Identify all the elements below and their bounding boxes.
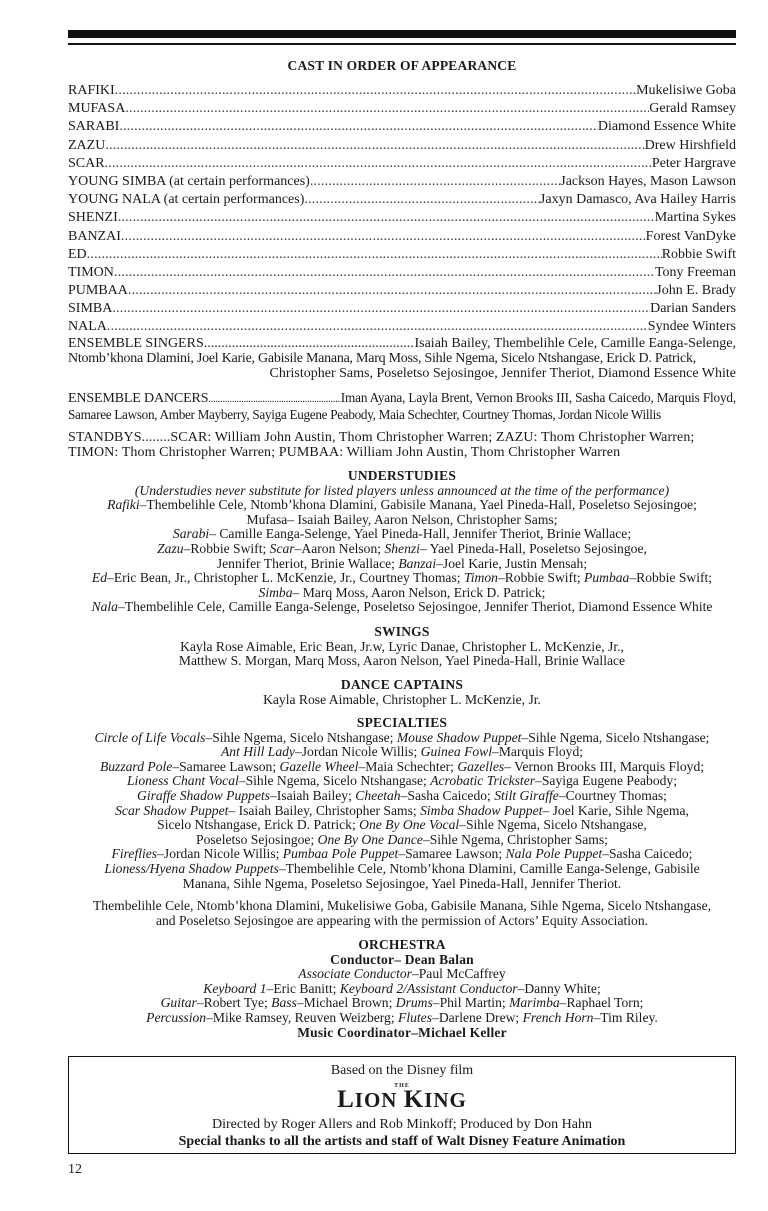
dot-leader — [304, 191, 540, 209]
cast-row — [68, 246, 736, 264]
specialty-line: Fireflies–Jordan Nicole Willis; Pumbaa Pole Puppet–Samaree Lawson; Nala Pole Puppet–Sasha Caicedo; — [111, 846, 693, 862]
ensemble-singers-names-1: Isaiah Bailey, Thembelihle Cele, Camille Eanga-Selenge, — [414, 336, 736, 351]
cast-row — [68, 264, 736, 282]
page-number: 12 — [68, 1162, 82, 1177]
specialty-line: Lioness Chant Vocal–Sihle Ngema, Sicelo Ntshangase; Acrobatic Trickster–Sayiga Eugene Peabody; — [127, 773, 677, 789]
understudies-section — [68, 469, 736, 615]
cast-title: CAST IN ORDER OF APPEARANCE — [287, 58, 517, 73]
orchestra-heading: ORCHESTRA — [358, 937, 446, 952]
swings-line-2: Matthew S. Morgan, Marq Moss, Aaron Nelson, Yael Pineda-Hall, Brinie Wallace — [178, 653, 626, 669]
top-rule-thick — [68, 30, 736, 38]
understudy-line: Simba– Marq Moss, Aaron Nelson, Erick D. Patrick; — [258, 584, 546, 600]
cast-actor: Martina Sykes — [654, 210, 736, 226]
cast-row — [68, 118, 736, 136]
cast-row — [68, 82, 736, 100]
cast-role: YOUNG NALA (at certain performances) — [68, 192, 305, 208]
top-rule-thin — [68, 43, 736, 45]
cast-actor: John E. Brady — [656, 283, 736, 299]
ensemble-singers-first-line — [68, 337, 736, 352]
cast-row — [68, 191, 736, 209]
cast-actor: Jaxyn Damasco, Ava Hailey Harris — [539, 192, 736, 208]
cast-actor: Drew Hirshfield — [644, 137, 736, 153]
dot-leader — [121, 228, 646, 246]
cast-role: SCAR — [68, 155, 105, 171]
understudy-line: Mufasa– Isaiah Bailey, Aaron Nelson, Christopher Sams; — [246, 511, 558, 527]
specialty-line: Poseletso Sejosingoe; One By One Dance–Sihle Ngema, Christopher Sams; — [196, 831, 608, 847]
ensemble-dancers-first-line — [68, 391, 736, 408]
cast-role: PUMBAA — [68, 283, 128, 299]
standbys-line-2: TIMON: Thom Christopher Warren; PUMBAA: William John Austin, Thom Christopher Warren — [68, 444, 621, 460]
cast-row — [68, 300, 736, 318]
dot-leader — [310, 173, 560, 191]
cast-actor: Mukelisiwe Goba — [636, 83, 736, 98]
swings-line-1: Kayla Rose Aimable, Eric Bean, Jr.w, Lyric Danae, Christopher L. McKenzie, Jr., — [180, 638, 624, 654]
specialty-line: Giraffe Shadow Puppets–Isaiah Bailey; Cheetah–Sasha Caicedo; Stilt Giraffe–Courtney Thomas; — [137, 787, 667, 803]
orchestra-line: Percussion–Mike Ramsey, Reuven Weizberg; Flutes–Darlene Drew; French Horn–Tim Riley. — [146, 1009, 658, 1025]
dot-leader — [128, 282, 656, 300]
standbys-line-1: STANDBYS........SCAR: William John Austin, Thom Christopher Warren; ZAZU: Thom Christopher Warren; — [68, 430, 695, 445]
cast-row — [68, 209, 736, 227]
dot-leader — [107, 318, 648, 336]
swings-section — [68, 625, 736, 669]
specialty-line: Sicelo Ntshangase, Erick D. Patrick; One By One Vocal–Sihle Ngema, Sicelo Ntshangase, — [157, 817, 647, 833]
standbys-label: STANDBYS — [68, 430, 142, 445]
ensemble-singers-names-2: Ntomb’khona Dlamini, Joel Karie, Gabisile Manana, Marq Moss, Sihle Ngema, Sicelo Ntshangase, Erick D. Patrick, — [68, 350, 697, 366]
ensemble-singers-names-3: Christopher Sams, Poseletso Sejosingoe, Jennifer Theriot, Diamond Essence White — [269, 365, 736, 381]
understudy-line: Jennifer Theriot, Brinie Wallace; Banzai–Joel Karie, Justin Mensah; — [216, 555, 588, 571]
orchestra-line: Guitar–Robert Tye; Bass–Michael Brown; Drums–Phil Martin; Marimba–Raphael Torn; — [160, 995, 644, 1011]
orchestra-section — [68, 938, 736, 1040]
special-thanks: Special thanks to all the artists and staff of Walt Disney Feature Animation — [178, 1134, 626, 1149]
cast-role: ED — [68, 246, 87, 262]
ensemble-dancers-names-1: Iman Ayana, Layla Brent, Vernon Brooks III, Sasha Caicedo, Marquis Floyd, — [340, 390, 736, 405]
cast-role: NALA — [68, 319, 107, 335]
cast-actor: Robbie Swift — [661, 246, 736, 262]
cast-row — [68, 228, 736, 246]
understudies-note: (Understudies never substitute for listed players unless announced at the time of the performance) — [134, 482, 670, 498]
specialty-line: Scar Shadow Puppet– Isaiah Bailey, Christopher Sams; Simba Shadow Puppet– Joel Karie, Sihle Ngema, — [115, 802, 689, 818]
based-on-text: Based on the Disney film — [330, 1063, 474, 1078]
music-coordinator: Music Coordinator–Michael Keller — [297, 1024, 507, 1040]
cast-role: TIMON — [68, 264, 114, 280]
orchestra-conductor: Conductor– Dean Balan — [330, 951, 474, 967]
dot-leader — [115, 82, 636, 100]
specialty-line: Circle of Life Vocals–Sihle Ngema, Sicelo Ntshangase; Mouse Shadow Puppet–Sihle Ngema, Sicelo Ntshangase; — [94, 729, 710, 745]
dot-leader — [125, 100, 649, 118]
ensemble-dancers — [68, 391, 736, 423]
specialty-line: Ant Hill Lady–Jordan Nicole Willis; Guinea Fowl–Marquis Floyd; — [220, 744, 584, 760]
cast-actor: Diamond Essence White — [597, 119, 736, 135]
dot-leader — [118, 209, 655, 227]
specialty-line: Lioness/Hyena Shadow Puppets–Thembelihle Cele, Ntomb’khona Dlamini, Camille Eanga-Selenge, Gabisile — [104, 860, 700, 876]
directed-by: Directed by Roger Allers and Rob Minkoff; Produced by Don Hahn — [211, 1117, 592, 1132]
specialty-line: Buzzard Pole–Samaree Lawson; Gazelle Wheel–Maia Schechter; Gazelles– Vernon Brooks III, Marquis Floyd; — [99, 758, 705, 774]
cast-role: ZAZU — [68, 137, 106, 153]
cast-row — [68, 137, 736, 155]
cast-role: SHENZI — [68, 210, 118, 226]
understudy-line: Ed–Eric Bean, Jr., Christopher L. McKenzie, Jr., Courtney Thomas; Timon–Robbie Swift; Pumbaa–Robbie Swift; — [91, 570, 713, 586]
cast-actor: Peter Hargrave — [651, 155, 736, 171]
dot-leader — [112, 300, 650, 318]
cast-role: YOUNG SIMBA (at certain performances) — [68, 173, 310, 189]
cast-actor: Forest VanDyke — [645, 228, 736, 244]
cast-actor: Gerald Ramsey — [649, 101, 736, 117]
lion-king-logo — [337, 1083, 467, 1113]
swings-heading: SWINGS — [374, 624, 430, 639]
understudies-heading: UNDERSTUDIES — [347, 468, 457, 483]
cast-role: SIMBA — [68, 301, 113, 317]
dance-captains-heading: DANCE CAPTAINS — [340, 677, 464, 692]
equity-line-2: and Poseletso Sejosingoe are appearing with the permission of Actors’ Equity Association. — [155, 912, 649, 928]
standbys — [68, 431, 736, 461]
cast-actor: Darian Sanders — [650, 301, 736, 317]
understudy-line: Rafiki–Thembelihle Cele, Ntomb’khona Dlamini, Gabisile Manana, Yael Pineda-Hall, Poseletso Sejosingoe; — [107, 497, 697, 513]
credits-box — [68, 1056, 736, 1154]
dance-captains-line: Kayla Rose Aimable, Christopher L. McKenzie, Jr. — [263, 691, 541, 707]
cast-row — [68, 100, 736, 118]
ensemble-singers-label: ENSEMBLE SINGERS — [68, 336, 204, 351]
dance-captains-section — [68, 678, 736, 707]
cast-actor: Jackson Hayes, Mason Lawson — [560, 173, 736, 189]
specialties-heading: SPECIALTIES — [356, 715, 448, 730]
understudy-line: Nala–Thembelihle Cele, Camille Eanga-Selenge, Poseletso Sejosingoe, Jennifer Theriot, Diamond Essence White — [91, 599, 713, 615]
cast-role: RAFIKI — [68, 83, 115, 98]
cast-row — [68, 282, 736, 300]
dot-leader — [114, 264, 655, 282]
cast-list — [68, 82, 736, 337]
dot-leader — [87, 246, 662, 264]
specialty-line: Manana, Sihle Ngema, Poseletso Sejosingoe, Yael Pineda-Hall, Jennifer Theriot. — [182, 875, 622, 891]
dot-leader — [105, 137, 644, 155]
understudy-line: Zazu–Robbie Swift; Scar–Aaron Nelson; Shenzi– Yael Pineda-Hall, Poseletso Sejosingoe, — [157, 540, 647, 556]
cast-actor: Tony Freeman — [654, 264, 736, 280]
understudy-line: Sarabi– Camille Eanga-Selenge, Yael Pineda-Hall, Jennifer Theriot, Brinie Wallace; — [172, 526, 632, 542]
ensemble-dancers-label: ENSEMBLE DANCERS — [68, 391, 209, 406]
equity-notice — [68, 899, 736, 928]
cast-role: MUFASA — [68, 101, 126, 117]
dot-leader — [105, 155, 652, 173]
logo-title: LION KING — [337, 1086, 467, 1113]
cast-role: SARABI — [68, 119, 120, 135]
cast-actor: Syndee Winters — [647, 319, 736, 335]
cast-row — [68, 173, 736, 191]
ensemble-dancers-names-2: Samaree Lawson, Amber Mayberry, Sayiga Eugene Peabody, Maia Schechter, Courtney Thomas, Jordan Nicole Willis — [68, 406, 661, 422]
ensemble-singers — [68, 337, 736, 381]
logo-the: THE — [394, 1083, 410, 1089]
specialties-section — [68, 716, 736, 891]
cast-role: BANZAI — [68, 228, 121, 244]
dot-leader — [119, 118, 597, 136]
orchestra-line: Keyboard 1–Eric Banitt; Keyboard 2/Assistant Conductor–Danny White; — [203, 980, 601, 996]
cast-row — [68, 318, 736, 336]
equity-line-1: Thembelihle Cele, Ntomb’khona Dlamini, Mukelisiwe Goba, Gabisile Manana, Sihle Ngema, Sicelo Ntshangase, — [93, 898, 711, 913]
cast-row — [68, 155, 736, 173]
orchestra-line: Associate Conductor–Paul McCaffrey — [298, 966, 506, 982]
